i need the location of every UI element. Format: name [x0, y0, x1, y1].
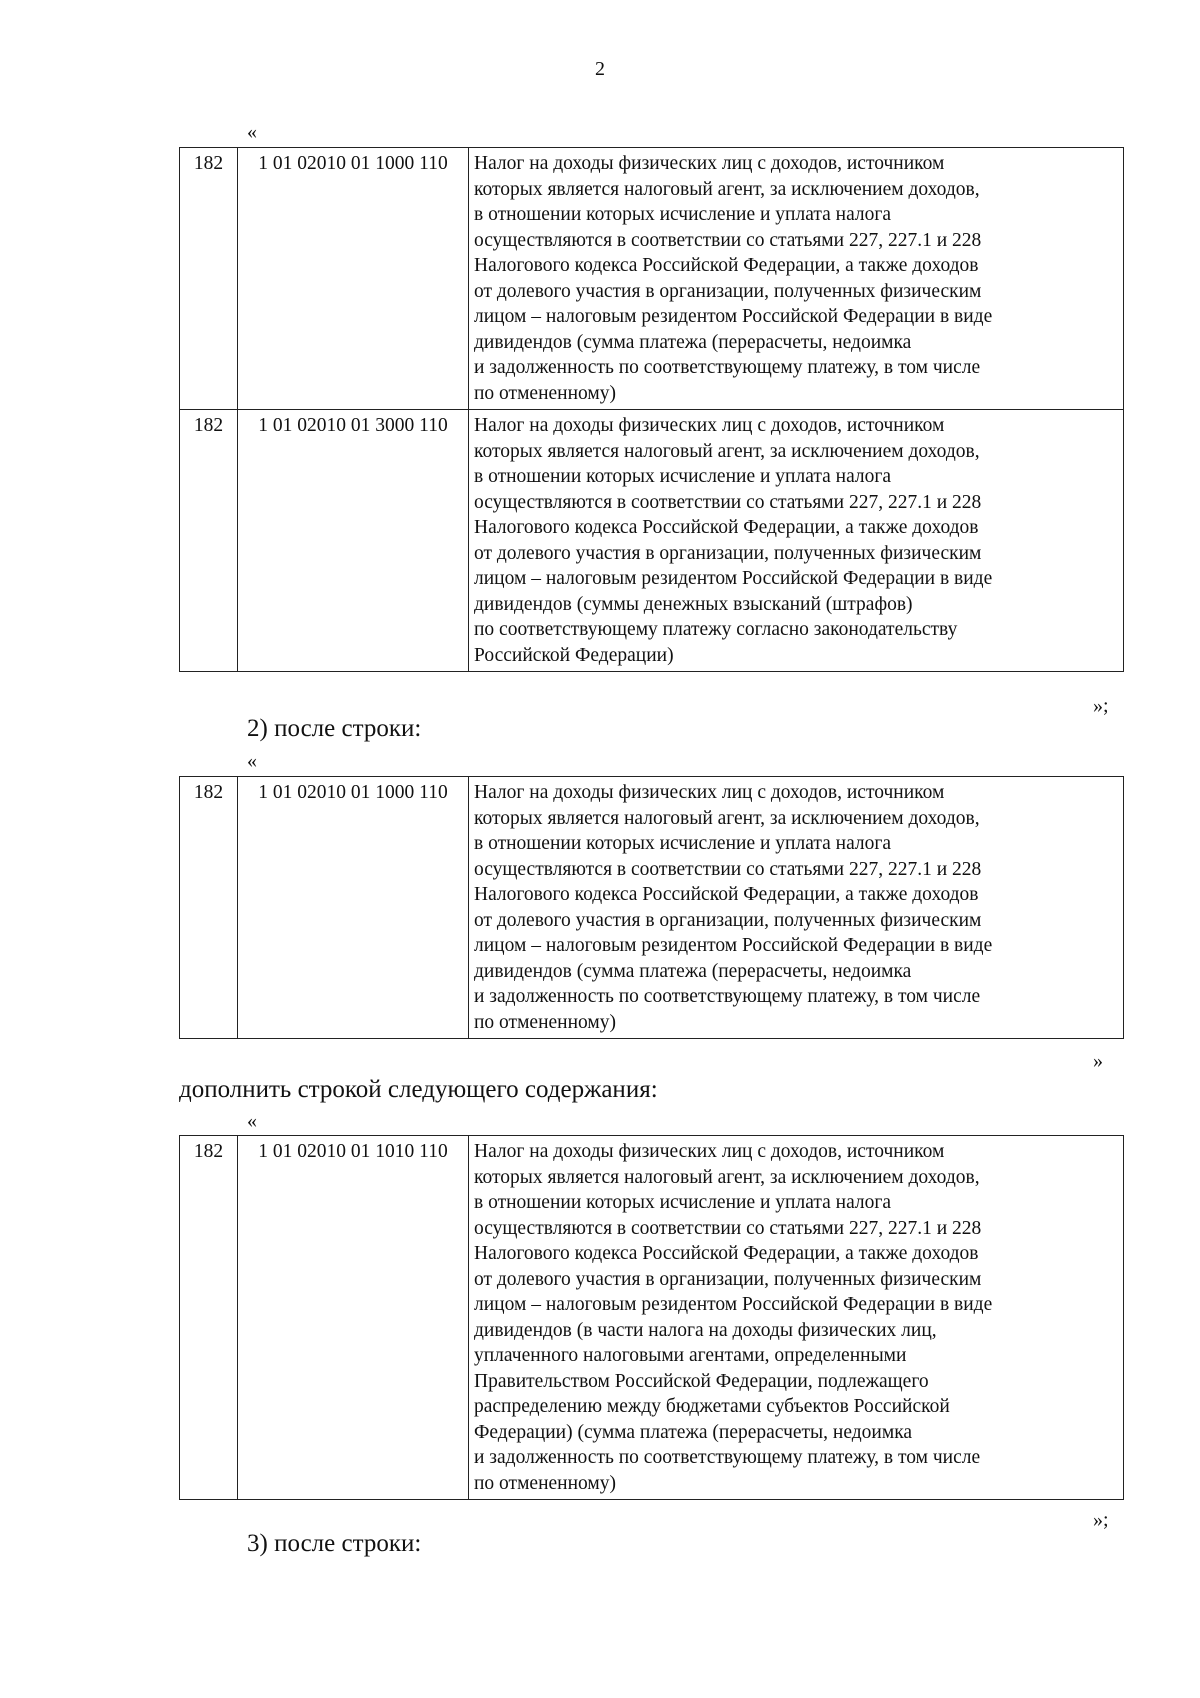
close-quote: »;: [1093, 695, 1109, 717]
admin-code-cell: 182: [180, 777, 238, 1039]
description-line: Налог на доходы физических лиц с доходов, источником: [474, 1141, 945, 1162]
description-line: лицом – налоговым резидентом Российской Федерации в виде: [474, 306, 993, 327]
description-line: дивидендов (сумма платежа (перерасчеты, недоимка: [474, 331, 912, 353]
description-line: в отношении которых исчисление и уплата налога: [474, 833, 892, 854]
description-line: Налог на доходы физических лиц с доходов, источником: [474, 153, 945, 174]
description-line: которых является налоговый агент, за исключением доходов,: [474, 1166, 980, 1188]
description-line: Налог на доходы физических лиц с доходов, источником: [474, 415, 945, 436]
page-number: 2: [595, 58, 605, 80]
description-line: которых является налоговый агент, за исключением доходов,: [474, 807, 980, 829]
description-line: по отмененному): [474, 1011, 616, 1033]
description-line: которых является налоговый агент, за исключением доходов,: [474, 440, 980, 462]
description-line: дивидендов (в части налога на доходы физических лиц,: [474, 1319, 937, 1341]
description-line: от долевого участия в организации, полученных физическим: [474, 542, 982, 564]
admin-code-cell: 182: [180, 1136, 238, 1500]
description-line: которых является налоговый агент, за исключением доходов,: [474, 178, 980, 200]
description-line: Налогового кодекса Российской Федерации, а также доходов: [474, 1243, 979, 1264]
description-line: Российской Федерации): [474, 644, 674, 666]
close-quote: »: [1093, 1050, 1103, 1072]
description-line: осуществляются в соответствии со статьями 227, 227.1 и 228: [474, 1217, 982, 1239]
amendment-intro: дополнить строкой следующего содержания:: [179, 1076, 658, 1103]
description-cell: [469, 777, 1124, 1039]
description-line: в отношении которых исчисление и уплата налога: [474, 1192, 892, 1213]
description-line: от долевого участия в организации, полученных физическим: [474, 909, 982, 931]
description-line: Налогового кодекса Российской Федерации, а также доходов: [474, 517, 979, 538]
amendment-intro: 2) после строки:: [247, 715, 422, 742]
description-line: осуществляются в соответствии со статьями 227, 227.1 и 228: [474, 491, 982, 513]
description-cell: [469, 410, 1124, 672]
amendment-intro: 3) после строки:: [247, 1530, 422, 1557]
description-line: по соответствующему платежу согласно законодательству: [474, 619, 958, 640]
description-line: осуществляются в соответствии со статьями 227, 227.1 и 228: [474, 229, 982, 251]
open-quote: «: [247, 121, 257, 143]
description-line: Федерации) (сумма платежа (перерасчеты, недоимка: [474, 1421, 913, 1443]
description-line: Налогового кодекса Российской Федерации, а также доходов: [474, 884, 979, 905]
description-line: лицом – налоговым резидентом Российской Федерации в виде: [474, 568, 993, 589]
table-row: [180, 410, 1124, 672]
description-line: осуществляются в соответствии со статьями 227, 227.1 и 228: [474, 858, 982, 880]
description-line: уплаченного налоговыми агентами, определенными: [474, 1345, 907, 1366]
kbk-table: [179, 776, 1124, 1039]
kbk-code-cell: 1 01 02010 01 1000 110: [238, 148, 469, 410]
description-line: и задолженность по соответствующему платежу, в том числе: [474, 357, 981, 378]
admin-code-cell: 182: [180, 148, 238, 410]
description-line: дивидендов (суммы денежных взысканий (штрафов): [474, 593, 913, 615]
description-line: в отношении которых исчисление и уплата налога: [474, 204, 892, 225]
description-cell: [469, 1136, 1124, 1500]
kbk-table: [179, 147, 1124, 672]
description-line: в отношении которых исчисление и уплата налога: [474, 466, 892, 487]
table-row: [180, 777, 1124, 1039]
description-line: дивидендов (сумма платежа (перерасчеты, недоимка: [474, 960, 912, 982]
description-line: от долевого участия в организации, полученных физическим: [474, 280, 982, 302]
kbk-code-cell: 1 01 02010 01 1000 110: [238, 777, 469, 1039]
table-row: [180, 1136, 1124, 1500]
description-line: Налогового кодекса Российской Федерации, а также доходов: [474, 255, 979, 276]
close-quote: »;: [1093, 1509, 1109, 1531]
kbk-code-cell: 1 01 02010 01 1010 110: [238, 1136, 469, 1500]
kbk-table: [179, 1135, 1124, 1500]
description-line: по отмененному): [474, 1472, 616, 1494]
description-line: от долевого участия в организации, полученных физическим: [474, 1268, 982, 1290]
description-line: Налог на доходы физических лиц с доходов, источником: [474, 782, 945, 803]
description-line: распределению между бюджетами субъектов Российской: [474, 1396, 950, 1417]
open-quote: «: [247, 750, 257, 772]
table-row: [180, 148, 1124, 410]
description-line: и задолженность по соответствующему платежу, в том числе: [474, 1447, 981, 1468]
description-cell: [469, 148, 1124, 410]
kbk-code-cell: 1 01 02010 01 3000 110: [238, 410, 469, 672]
description-line: и задолженность по соответствующему платежу, в том числе: [474, 986, 981, 1007]
open-quote: «: [247, 1110, 257, 1132]
description-line: лицом – налоговым резидентом Российской Федерации в виде: [474, 935, 993, 956]
admin-code-cell: 182: [180, 410, 238, 672]
description-line: лицом – налоговым резидентом Российской Федерации в виде: [474, 1294, 993, 1315]
description-line: Правительством Российской Федерации, подлежащего: [474, 1370, 929, 1392]
description-line: по отмененному): [474, 382, 616, 404]
